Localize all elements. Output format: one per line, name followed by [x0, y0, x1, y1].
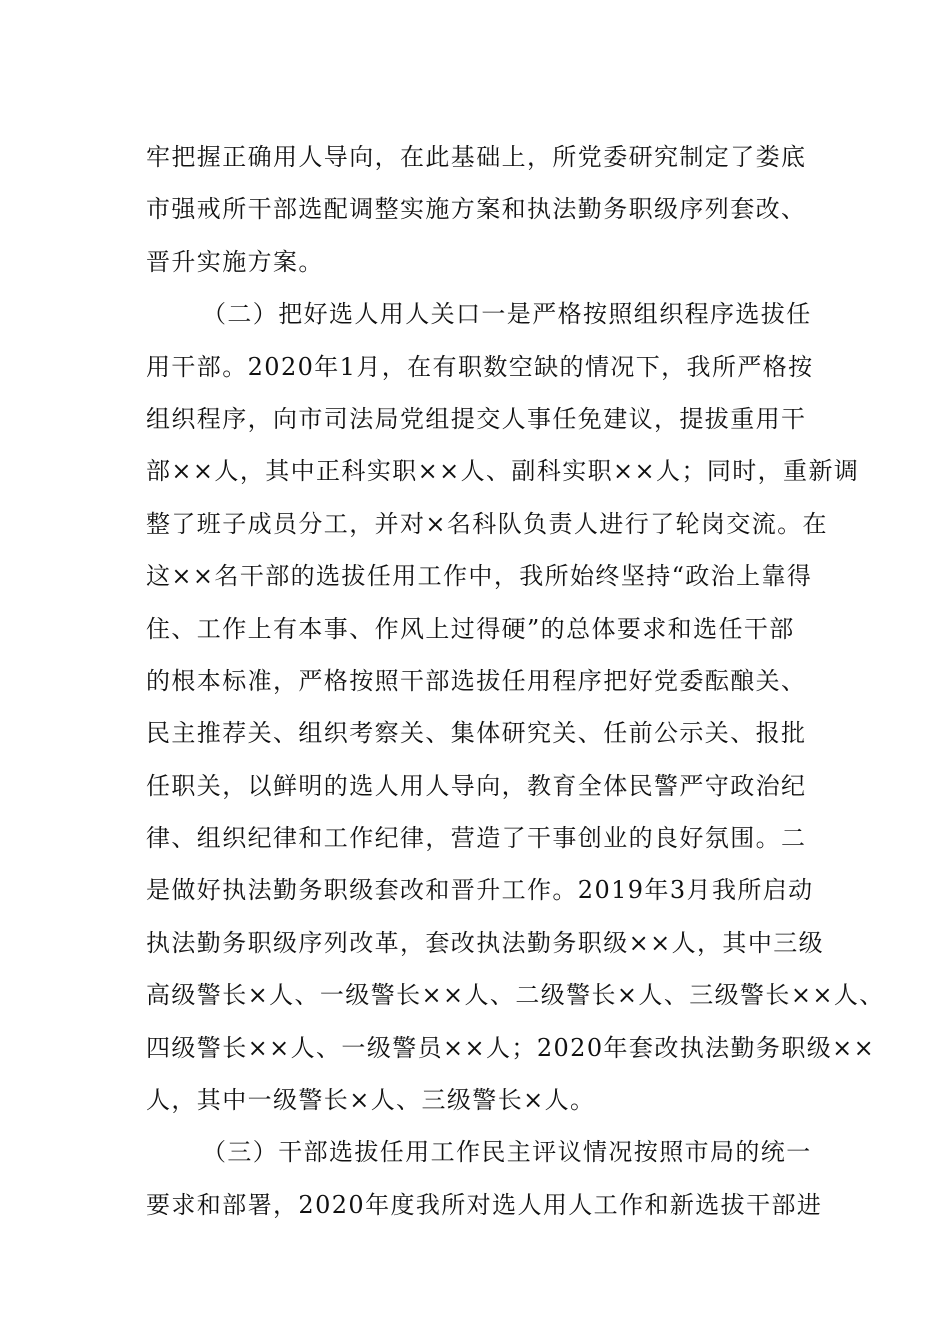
text-line: 组织程序，向市司法局党组提交人事任免建议，提拔重用干 [146, 404, 807, 433]
text-line: 律、组织纪律和工作纪律，营造了干事创业的良好氛围。二 [146, 824, 807, 853]
text-line: 用干部。2020年1月，在有职数空缺的情况下，我所严格按 [146, 352, 814, 381]
text-line: 的根本标准，严格按照干部选拔任用程序把好党委酝酿关、 [146, 666, 807, 695]
text-line: 牢把握正确用人导向，在此基础上，所党委研究制定了娄底 [146, 143, 807, 171]
text-line: 这××名干部的选拔任用工作中，我所始终坚持“政治上靠得 [146, 562, 813, 591]
document-body [146, 131, 885, 1231]
text-line: 人，其中一级警长×人、三级警长×人。 [146, 1086, 596, 1115]
text-line: 要求和部署，2020年度我所对选人用人工作和新选拔干部进 [146, 1190, 823, 1219]
text-line: 部××人，其中正科实职××人、副科实职××人；同时，重新调 [146, 457, 860, 486]
text-line: 整了班子成员分工，并对×名科队负责人进行了轮岗交流。在 [146, 509, 828, 538]
text-line: 民主推荐关、组织考察关、集体研究关、任前公示关、报批 [146, 719, 807, 748]
section-heading-line: （三）干部选拔任用工作民主评议情况按照市局的统一 [202, 1138, 812, 1167]
text-line: 晋升实施方案。 [146, 247, 324, 276]
text-line: 四级警长××人、一级警员××人；2020年套改执法勤务职级×× [146, 1033, 876, 1062]
text-line: 任职关，以鲜明的选人用人导向，教育全体民警严守政治纪 [146, 771, 807, 800]
text-line: 高级警长×人、一级警长××人、二级警长×人、三级警长××人、 [146, 981, 885, 1010]
text-line: 市强戒所干部选配调整实施方案和执法勤务职级序列套改、 [146, 195, 807, 224]
text-line: 住、工作上有本事、作风上过得硬”的总体要求和选任干部 [146, 614, 795, 643]
text-line: 是做好执法勤务职级套改和晋升工作。2019年3月我所启动 [146, 876, 814, 905]
section-heading-line: （二）把好选人用人关口一是严格按照组织程序选拔任 [202, 300, 812, 329]
text-line: 执法勤务职级序列改革，套改执法勤务职级××人，其中三级 [146, 928, 825, 957]
